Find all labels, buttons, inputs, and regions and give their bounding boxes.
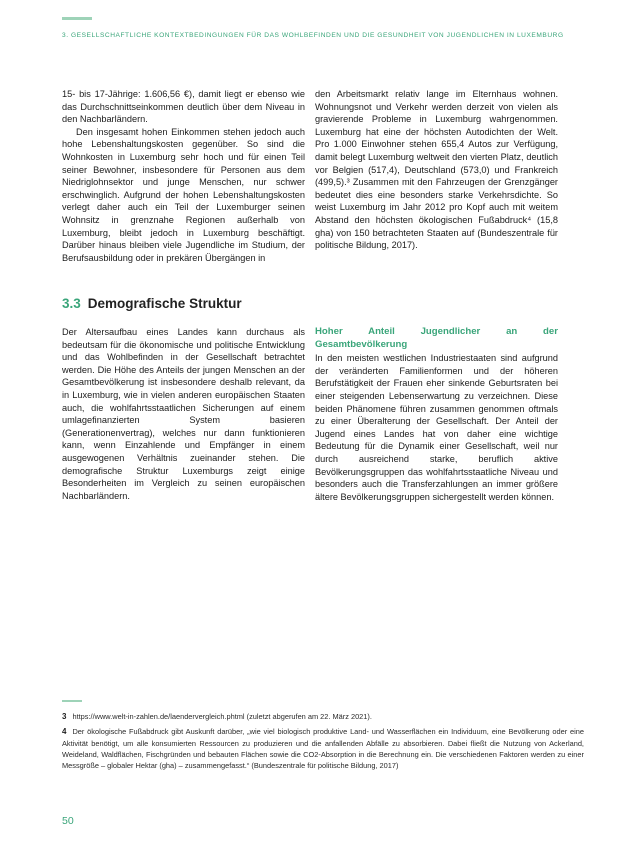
top-right-column [315, 88, 558, 252]
paragraph: Der Altersaufbau eines Landes kann durchaus als bedeutsam für die ökonomische und politische Entwicklung und das Wohlbefinden in der Gesellschaft betrachtet werden. Die Höhe des Anteils der jungen Menschen an der Gesamtbevölkerung ist insbesondere deshalb relevant, da in Luxemburg, wie in vielen anderen europäischen Staaten auch, die wohlfahrtsstaatlichen Sicherungen auf einem umlagefinanzierten System basieren (Generationenvertrag), welches nur dann funktionieren kann, wenn Einzahlende und Empfänger in einem ausgewogenen Verhältnis zueinander stehen. Die demografische Struktur Luxemburgs zeigt einige Besonderheiten im Vergleich zu seinen europäischen Nachbarländern. [62, 327, 305, 501]
bottom-left-column [62, 326, 305, 502]
section-title: Demografische Struktur [87, 296, 242, 311]
footnote-accent-bar [62, 700, 82, 702]
paragraph: In den meisten westlichen Industriestaaten sind aufgrund der veränderten Familienformen und der höheren Berufstätigkeit der Frauen eher sinkende Geburtsraten bei einer steigenden Lebenserwartung zu verzeichnen. Diese beiden Phänomene führen zusammen genommen oftmals zu einer Überalterung der Gesellschaft. Der Anteil der Jugend eines Landes hat von daher eine wichtige Bedeutung für die Dynamik einer Gesellschaft, weil nur durch ausreichend starke, beruflich aktive Bevölkerungsgruppen das wohlfahrtsstaatliche Niveau und besonders auch die Transferzahlungen an immer größere ältere Bevölkerungsgruppen sichergestellt werden können. [315, 353, 558, 502]
page-number: 50 [62, 815, 74, 827]
section-heading [62, 296, 242, 311]
paragraph: den Arbeitsmarkt relativ lange im Elternhaus wohnen. Wohnungsnot und Verkehr werden derzeit von vielen als gravierende Probleme in Luxemburg wahrgenommen. Luxemburg hat eine der höchsten Autodichten der Welt. Pro 1.000 Einwohner stehen 655,4 Autos zur Verfügung, damit belegt Luxemburg weltweit den vierten Platz, deutlich vor Belgien (517,4), Deutschland (573,0) und Frankreich (499,5).³ Zusammen mit den Fahrzeugen der Grenzgänger bedeutet dies eine besonders starke Verkehrsdichte. So weist Luxemburg im Jahr 2012 pro Kopf auch mit weitem Abstand den höchsten ökologischen Fußabdruck⁴ (15,8 gha) von 150 betrachteten Staaten auf (Bundeszentrale für politische Bildung, 2017). [315, 89, 558, 251]
bottom-right-column [315, 326, 558, 503]
section-number: 3.3 [62, 296, 81, 311]
header-accent-bar [62, 17, 92, 20]
footnote [62, 726, 584, 771]
footnote-number: 3 [62, 712, 67, 721]
running-header: 3. GESELLSCHAFTLICHE KONTEXTBEDINGUNGEN FÜR DAS WOHLBEFINDEN UND DIE GESUNDHEIT VON JUGENDLICHEN IN LUXEMBURG [62, 32, 564, 39]
footnote-text: Der ökologische Fußabdruck gibt Auskunft darüber, „wie viel biologisch produktive Land- und Wasserflächen ein Individuum, eine Bevölkerung oder eine Aktivität benötigt, um alle konsumierten Ressourcen zu produzieren und die anfallenden Abfälle zu absorbieren. Dabei fließt die Nutzung von Ackerland, Weideland, Waldflächen, Fischgründen und bebauten Flächen sowie die CO2-Absorption in die Berechnung ein. Die verschiedenen Faktoren werden zu einer Messgröße – globaler Hektar (gha) – zusammengefasst.“ (Bundeszentrale für politische Bildung, 2017) [62, 727, 584, 771]
paragraph: 15- bis 17-Jährige: 1.606,56 €), damit liegt er ebenso wie das Durchschnittseinkommen deutlich über dem Niveau in den Nachbarländern. [62, 89, 305, 125]
subheading: Hoher Anteil Jugendlicher an der Gesamtbevölkerung [315, 326, 558, 350]
footnotes [62, 711, 584, 775]
footnote-number: 4 [62, 727, 67, 737]
top-left-column [62, 88, 305, 264]
paragraph: Den insgesamt hohen Einkommen stehen jedoch auch hohe Lebenshaltungskosten gegenüber. So sind die Wohnkosten in Luxemburg sehr hoch und für einen Teil seiner Bewohner, insbesondere für Personen aus dem Niedriglohnsektor und junge Menschen, nur schwer erschwinglich. Aufgrund der hohen Lebenshaltungskosten verlegt daher auch ein Teil der Luxemburger seinen Wohnsitz in grenznahe Regionen außerhalb von Luxemburg, bleibt jedoch in Luxemburg beschäftigt. Darüber hinaus bleiben viele Jugendliche im Studium, der Berufsausbildung oder in prekären Übergängen in [62, 126, 305, 263]
footnote [62, 711, 584, 722]
footnote-text: https://www.welt-in-zahlen.de/laendervergleich.phtml (zuletzt abgerufen am 22. März 2021). [72, 712, 372, 721]
